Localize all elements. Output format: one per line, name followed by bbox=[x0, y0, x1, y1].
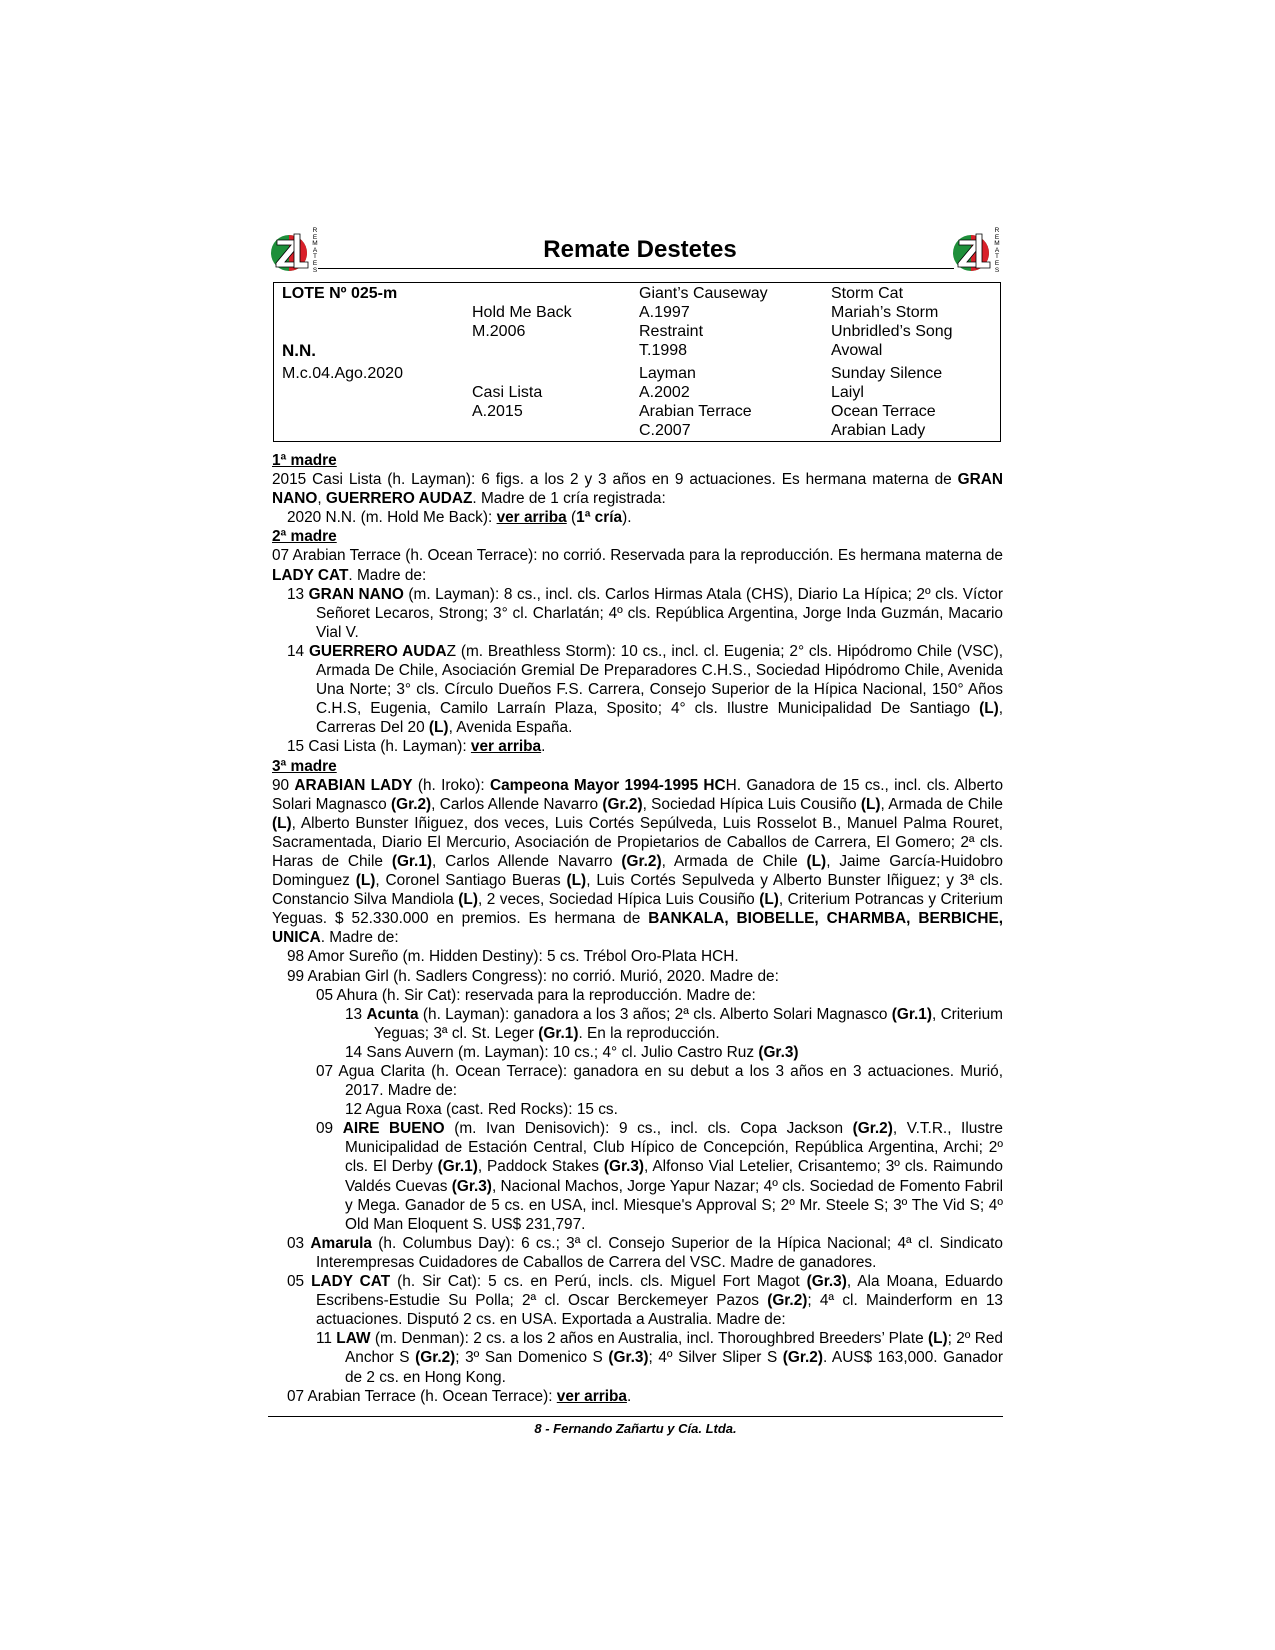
produce-entry: 05 Ahura (h. Sir Cat): reservada para la reproducción. Madre de: bbox=[316, 986, 756, 1004]
produce-entry: 2020 N.N. (m. Hold Me Back): ver arriba (1ª cría). bbox=[287, 509, 632, 527]
grandsire-2: Layman bbox=[639, 365, 696, 382]
produce-entry: 13 GRAN NANO (m. Layman): 8 cs., incl. cls. Carlos Hirmas Atala (CHS), Diario La Hípica; 2º cls. Víctor Señoret Lecaros, Strong; 3° cl. Charlatán; 4º cls. República Argentina, Jorge Inda Guzmán, Macario Vial V. bbox=[287, 585, 1003, 641]
page-footer: 8 - Fernando Zañartu y Cía. Ltda. bbox=[534, 1421, 737, 1436]
paragraph: 90 ARABIAN LADY (h. Iroko): Campeona Mayor 1994-1995 HCH. Ganadora de 15 cs., incl. cls. Alberto Solari Magnasco (Gr.2), Carlos Allende Navarro (Gr.2), Sociedad Hípica Luis Cousiño (L), Armada de Chile (L), Alberto Bunster Iñiguez, dos veces, Luis Cortés Sepúlveda, Luis Rosselot B., Manuel Palma Rouret, Sacramentada, Diario El Mercurio, Asociación de Propietarios de Caballos de Carrera, El Gomero; 2ª cls. Haras de Chile (Gr.1), Carlos Allende Navarro (Gr.2), Armada de Chile (L), Jaime García-Huidobro Dominguez (L), Coronel Santiago Bueras (L), Luis Cortés Sepulveda y Alberto Bunster Iñiguez; y 3ª cls. Constancio Silva Mandiola (L), 2 veces, Sociedad Hípica Luis Cousiño (L), Criterium Potrancas y Criterium Yeguas. $ 52.330.000 en premios. Es hermana de BANKALA, BIOBELLE, CHARMBA, BERBICHE, UNICA. Madre de: bbox=[272, 776, 1004, 947]
horse-name: N.N. bbox=[282, 341, 316, 360]
great-grandparent: Sunday Silence bbox=[831, 365, 943, 382]
produce-entry: 14 GUERRERO AUDAZ (m. Breathless Storm): 10 cs., incl. cl. Eugenia; 2° cls. Hipódromo Chile (VSC), Armada De Chile, Asociación Gremial De Preparadores C.H.S., Sociedad Hipódromo Chile, Avenida Una Norte; 3° cls. Círculo Dueños F.S. Carrera, Consejo Superior de la Hípica Nacional, 150° Años C.H.S, Eugenia, Camilo Larraín Plaza, Sposito; 4° cls. Ilustre Municipalidad De Santiago (L), Carreras Del 20 (L), Avenida España. bbox=[287, 642, 1003, 737]
lot-number: LOTE Nº 025-m bbox=[282, 285, 398, 302]
dam-name: Casi Lista bbox=[472, 384, 543, 401]
pedigree-box bbox=[273, 282, 1001, 442]
grandsire-1-year: A.1997 bbox=[639, 304, 690, 321]
great-grandparent: Ocean Terrace bbox=[831, 403, 936, 420]
horse-birth: M.c.04.Ago.2020 bbox=[282, 365, 403, 382]
produce-entry: 15 Casi Lista (h. Layman): ver arriba. bbox=[287, 738, 546, 756]
produce-entry: 05 LADY CAT (h. Sir Cat): 5 cs. en Perú, incls. cls. Miguel Fort Magot (Gr.3), Ala Moana, Eduardo Escribens-Estudie Su Polla; 2ª cl. Oscar Berckemeyer Pazos (Gr.2); 4ª cl. Mainderform en 13 actuaciones. Disputó 2 cs. en USA. Exportada a Australia. Madre de: bbox=[287, 1273, 1003, 1329]
logo-word: R E M A T E S bbox=[994, 227, 1000, 274]
dam-year: A.2015 bbox=[472, 403, 523, 420]
footer-rule bbox=[268, 1416, 1003, 1417]
produce-entry: 12 Agua Roxa (cast. Red Rocks): 15 cs. bbox=[345, 1101, 618, 1119]
zl-logo-icon bbox=[270, 228, 312, 274]
granddam-1-year: T.1998 bbox=[639, 342, 688, 359]
remates-logo-right bbox=[952, 228, 1002, 274]
produce-entry: 09 AIRE BUENO (m. Ivan Denisovich): 9 cs., incl. cls. Copa Jackson (Gr.2), V.T.R., Ilustre Municipalidad de Estación Central, Club Hípico de Concepción, República Argentina, Archi; 2º cls. El Derby (Gr.1), Paddock Stakes (Gr.3), Alfonso Vial Letelier, Crisantemo; 3º cls. Raimundo Valdés Cuevas (Gr.3), Nacional Machos, Jorge Yapur Nazar; 4º cls. Sociedad de Fomento Fabril y Mega. Ganador de 5 cs. en USA, incl. Miesque's Approval S; 2º Mr. Steele S; 3º The Vid S; 4º Old Man Eloquent S. US$ 231,797. bbox=[316, 1120, 1003, 1233]
great-grandparent: Arabian Lady bbox=[831, 422, 926, 439]
granddam-2-year: C.2007 bbox=[639, 422, 691, 439]
produce-entry: 11 LAW (m. Denman): 2 cs. a los 2 años en Australia, incl. Thoroughbred Breeders’ Plate (L); 2º Red Anchor S (Gr.2); 3º San Domenico S (Gr.3); 4º Silver Sliper S (Gr.2). AUS$ 163,000. Ganador de 2 cs. en Hong Kong. bbox=[316, 1330, 1003, 1386]
sire-name: Hold Me Back bbox=[472, 304, 572, 321]
section-heading: 3ª madre bbox=[272, 757, 337, 775]
section-heading: 2ª madre bbox=[272, 528, 337, 546]
zl-logo-icon bbox=[952, 228, 994, 274]
produce-entry: 99 Arabian Girl (h. Sadlers Congress): no corrió. Murió, 2020. Madre de: bbox=[287, 967, 779, 985]
great-grandparent: Laiyl bbox=[831, 384, 864, 401]
female-family-text bbox=[272, 451, 1003, 1406]
produce-entry: 98 Amor Sureño (m. Hidden Destiny): 5 cs. Trébol Oro-Plata HCH. bbox=[287, 948, 739, 966]
great-grandparent: Mariah’s Storm bbox=[831, 304, 939, 321]
page-title: Remate Destetes bbox=[543, 236, 737, 263]
sire-year: M.2006 bbox=[472, 323, 526, 340]
cross-reference: ver arriba bbox=[556, 1387, 627, 1405]
produce-entry: 13 Acunta (h. Layman): ganadora a los 3 años; 2ª cls. Alberto Solari Magnasco (Gr.1), Criterium Yeguas; 3ª cl. St. Leger (Gr.1). En la reproducción. bbox=[345, 1005, 1003, 1042]
paragraph: 2015 Casi Lista (h. Layman): 6 figs. a los 2 y 3 años en 9 actuaciones. Es hermana materna de GRAN NANO, GUERRERO AUDAZ. Madre de 1 cría registrada: bbox=[272, 471, 1003, 508]
produce-entry: 07 Arabian Terrace (h. Ocean Terrace): ver arriba. bbox=[287, 1387, 632, 1405]
section-heading: 1ª madre bbox=[272, 452, 337, 469]
grandsire-2-year: A.2002 bbox=[639, 384, 690, 401]
granddam-1: Restraint bbox=[639, 323, 704, 340]
great-grandparent: Storm Cat bbox=[831, 285, 904, 302]
great-grandparent: Unbridled’s Song bbox=[831, 323, 953, 340]
great-grandparent: Avowal bbox=[831, 342, 883, 359]
cross-reference: ver arriba bbox=[470, 738, 542, 756]
produce-entry: 07 Agua Clarita (h. Ocean Terrace): ganadora en su debut a los 3 años en 3 actuaciones. Murió, 2017. Madre de: bbox=[316, 1063, 1003, 1100]
produce-entry: 14 Sans Auvern (m. Layman): 10 cs.; 4° cl. Julio Castro Ruz (Gr.3) bbox=[345, 1043, 799, 1061]
remates-logo-left bbox=[270, 228, 320, 274]
paragraph: 07 Arabian Terrace (h. Ocean Terrace): no corrió. Reservada para la reproducción. Es hermana materna de LADY CAT. Madre de: bbox=[272, 547, 1003, 584]
produce-entry: 03 Amarula (h. Columbus Day): 6 cs.; 3ª cl. Consejo Superior de la Hípica Nacional; 4ª cl. Sindicato Interempresas Cuidadores de Caballos de Carrera del VSC. Madre de ganadores. bbox=[287, 1234, 1003, 1271]
logo-word: R E M A T E S bbox=[312, 227, 318, 274]
grandsire-1: Giant’s Causeway bbox=[639, 285, 768, 302]
granddam-2: Arabian Terrace bbox=[639, 403, 752, 420]
cross-reference: ver arriba bbox=[496, 509, 567, 527]
title-rule bbox=[318, 268, 954, 269]
